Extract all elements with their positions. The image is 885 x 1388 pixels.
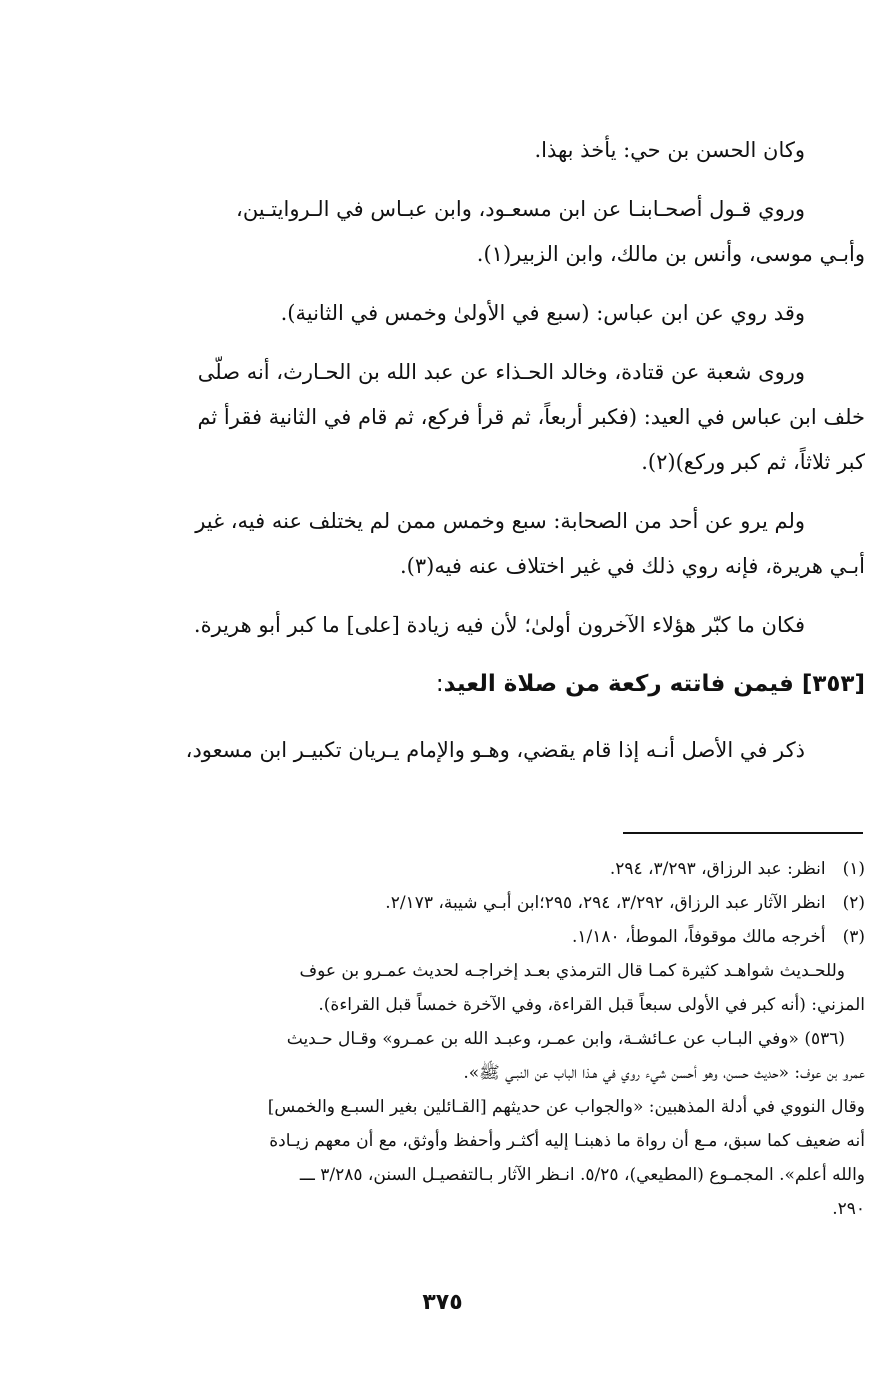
section-title: فيمن فاتته ركعة من صلاة العيد bbox=[443, 671, 794, 697]
footnote-line: ٢٩٠. bbox=[832, 1199, 865, 1219]
paragraph-3 bbox=[20, 291, 865, 336]
section-number: [٣٥٣] bbox=[801, 671, 865, 697]
footnote-line: (٥٣٦) «وفي البـاب عن عـائشـة، وابن عمـر، وعبـد الله بن عمـرو» وقـال حـديث bbox=[286, 1029, 845, 1049]
text-line: وأبـي موسى، وأنس بن مالك، وابن الزبير(١). bbox=[476, 242, 865, 266]
footnote-1 bbox=[20, 852, 865, 886]
section-heading bbox=[20, 662, 865, 706]
footnote-number: (٣) bbox=[842, 927, 865, 947]
paragraph-1 bbox=[20, 128, 865, 173]
text-line: أبـي هريرة، فإنه روي ذلك في غير اختلاف عنه فيه(٣). bbox=[399, 554, 865, 578]
footnote-text: انظر: عبد الرزاق، ٣/٢٩٣، ٢٩٤. bbox=[609, 859, 826, 879]
footnote-line: عمرو بن عوف: «حديث حسن، وهو أحسن شيء روي في هـذا الباب عن النبـي ﷺ». bbox=[463, 1063, 865, 1083]
footnote-line: والله أعلم». المجمـوع (المطيعي)، ٥/٢٥. انـظر الآثار بـالتفصيـل السنن، ٣/٢٨٥ ـــ bbox=[299, 1165, 865, 1185]
footnote-text: انظر الآثار عبد الرزاق، ٣/٢٩٢، ٢٩٤، ٢٩٥؛ابن أبـي شيبة، ٢/١٧٣. bbox=[385, 893, 826, 913]
footnote-number: (٢) bbox=[842, 893, 865, 913]
heading-colon: : bbox=[435, 671, 444, 697]
footnote-3 bbox=[20, 920, 865, 954]
text-line: وروى شعبة عن قتادة، وخالد الحـذاء عن عبد الله بن الحـارث، أنه صلّى bbox=[197, 360, 805, 384]
footnote-line: أنه ضعيف كما سبق، مـع أن رواة ما ذهبنـا إليه أكثـر وأحفظ وأوثق، مع أن معهم زيـادة bbox=[269, 1131, 865, 1151]
text-line: ولم يرو عن أحد من الصحابة: سبع وخمس ممن لم يختلف عنه فيه، غير bbox=[195, 509, 805, 533]
footnote-text: أخرجه مالك موقوفاً، الموطأ، ١/١٨٠. bbox=[571, 927, 826, 947]
footnote-line: وقال النووي في أدلة المذهبين: «والجواب عن حديثهم [القـائلين بغير السبـع والخمس] bbox=[267, 1097, 865, 1117]
text-line: خلف ابن عباس في العيد: (فكبر أربعاً، ثم قرأ فركع، ثم قام في الثانية فقرأ ثم bbox=[197, 405, 865, 429]
text-line: ذكر في الأصل أنـه إذا قام يقضي، وهـو والإمام يـريان تكبيـر ابن مسعود، bbox=[185, 738, 805, 762]
text-line: وروي قـول أصحـابنـا عن ابن مسعـود، وابن عبـاس في الـروايتـين، bbox=[236, 197, 805, 221]
footnote-line: المزني: (أنه كبر في الأولى سبعاً قبل القراءة، وفي الآخرة خمساً قبل القراءة). bbox=[318, 995, 865, 1015]
paragraph-6 bbox=[20, 603, 865, 648]
paragraph-5 bbox=[20, 499, 865, 589]
paragraph-4 bbox=[20, 350, 865, 485]
footnote-divider bbox=[623, 832, 863, 834]
text-line: فكان ما كبّر هؤلاء الآخرون أولىٰ؛ لأن فيه زيادة [على] ما كبر أبو هريرة. bbox=[193, 613, 805, 637]
footnote-number: (١) bbox=[842, 859, 865, 879]
main-text bbox=[20, 128, 865, 787]
paragraph-7 bbox=[20, 728, 865, 773]
footnote-3-continuation-2 bbox=[20, 1022, 865, 1226]
text-line: وقد روي عن ابن عباس: (سبع في الأولىٰ وخمس في الثانية). bbox=[280, 301, 805, 325]
footnote-line: وللحـديث شواهـد كثيرة كمـا قال الترمذي بعـد إخراجـه لحديث عمـرو بن عوف bbox=[299, 961, 845, 981]
paragraph-2 bbox=[20, 187, 865, 277]
page-number: ٣٧٥ bbox=[422, 1290, 463, 1315]
footnotes bbox=[20, 852, 865, 1226]
footnote-2 bbox=[20, 886, 865, 920]
footnote-3-continuation-1 bbox=[20, 954, 865, 1022]
text-line: وكان الحسن بن حي: يأخذ بهذا. bbox=[534, 138, 805, 162]
text-line: كبر ثلاثاً، ثم كبر وركع)(٢). bbox=[641, 450, 865, 474]
